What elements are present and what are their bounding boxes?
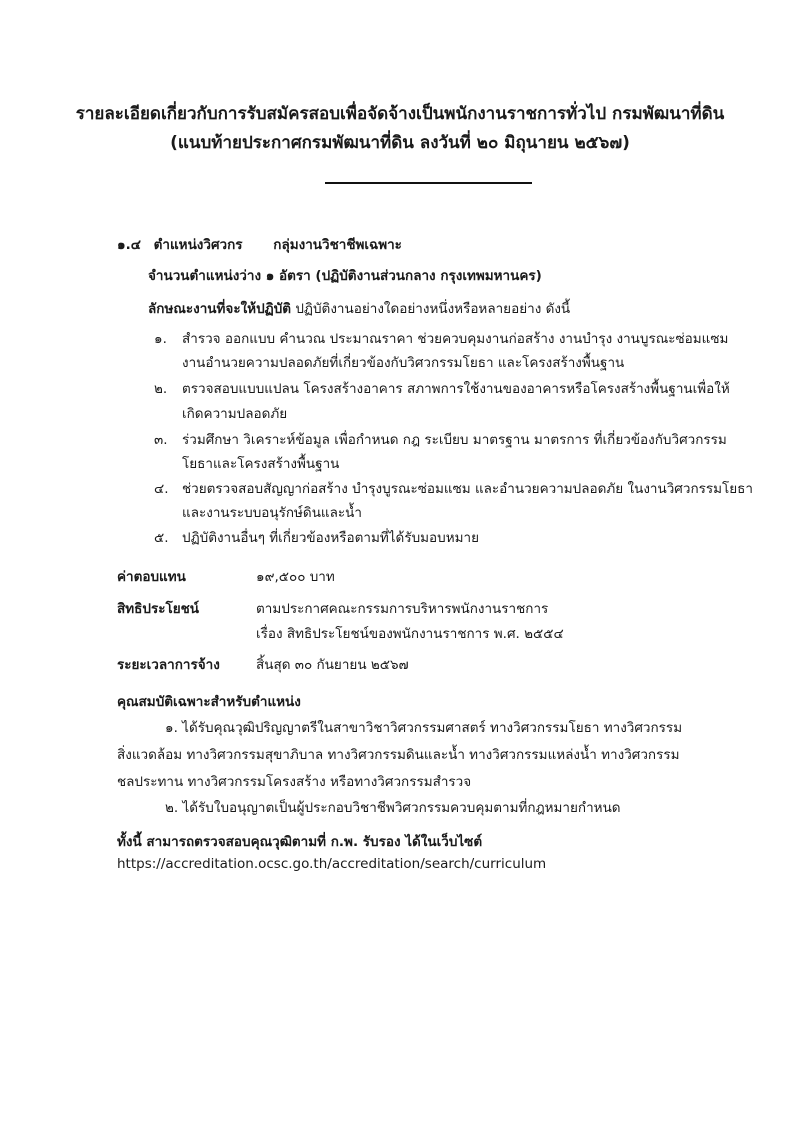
duties-intro: ปฏิบัติงานอย่างใดอย่างหนึ่งหรือหลายอย่าง ดังนี้ [295,301,571,317]
qualification-1-line3: ชลประทาน ทางวิศวกรรมโครงสร้าง หรือทางวิศวกรรมสำรวจ [117,774,472,790]
duty-item-2-line1: ๒. ตรวจสอบแบบแปลน โครงสร้างอาคาร สภาพการใช้งานของอาคารหรือโครงสร้างพื้นฐานเพื่อให้ [154,381,730,397]
accreditation-url[interactable]: https://accreditation.ocsc.go.th/accreditation/search/curriculum [117,856,547,872]
duty-item-1-line1: ๑. สำรวจ ออกแบบ คำนวณ ประมาณราคา ช่วยควบคุมงานก่อสร้าง งานบำรุง งานบูรณะซ่อมแซม [154,331,729,347]
duty-item-4-line2: และงานระบบอนุรักษ์ดินและน้ำ [182,505,362,521]
duties-heading: ลักษณะงานที่จะให้ปฏิบัติ [148,301,292,317]
qualification-1-line1: ๑. ได้รับคุณวุฒิปริญญาตรีในสาขาวิชาวิศวกรรมศาสตร์ ทางวิศวกรรมโยธา ทางวิศวกรรม [165,720,683,736]
document-title-line2: (แนบท้ายประกาศกรมพัฒนาที่ดิน ลงวันที่ ๒๐ มิถุนายน ๒๕๖๗) [170,133,630,153]
compensation-value: ๑๙,๕๐๐ บาท [256,569,335,585]
verification-note: ทั้งนี้ สามารถตรวจสอบคุณวุฒิตามที่ ก.พ. รับรอง ได้ในเว็บไซต์ [117,834,483,850]
title-divider [325,182,532,184]
benefits-label: สิทธิประโยชน์ [117,601,200,617]
duty-item-3-line2: โยธาและโครงสร้างพื้นฐาน [182,456,340,472]
benefits-line1: ตามประกาศคณะกรรมการบริหารพนักงานราชการ [256,601,549,617]
duties-intro-line [148,297,570,319]
position-vacancy: จำนวนตำแหน่งว่าง ๑ อัตรา (ปฏิบัติงานส่วนกลาง กรุงเทพมหานคร) [148,268,542,284]
duty-item-2-line2: เกิดความปลอดภัย [182,406,288,422]
position-heading [117,233,402,255]
position-title: ตำแหน่งวิศวกร [153,237,243,253]
compensation-label: ค่าตอบแทน [117,569,186,585]
qualifications-heading: คุณสมบัติเฉพาะสำหรับตำแหน่ง [117,694,301,710]
duty-item-4-line1: ๔. ช่วยตรวจสอบสัญญาก่อสร้าง บำรุงบูรณะซ่อมแซม และอำนวยความปลอดภัย ในงานวิศวกรรมโยธา [154,481,754,497]
duty-item-5-line1: ๕. ปฏิบัติงานอื่นๆ ที่เกี่ยวข้องหรือตามที่ได้รับมอบหมาย [154,530,479,546]
qualification-2: ๒. ได้รับใบอนุญาตเป็นผู้ประกอบวิชาชีพวิศวกรรมควบคุมตามที่กฎหมายกำหนด [165,800,621,816]
position-group: กลุ่มงานวิชาชีพเฉพาะ [273,237,402,253]
document-title-line1: รายละเอียดเกี่ยวกับการรับสมัครสอบเพื่อจัดจ้างเป็นพนักงานราชการทั่วไป กรมพัฒนาที่ดิน [75,104,725,124]
qualification-1-line2: สิ่งแวดล้อม ทางวิศวกรรมสุขาภิบาล ทางวิศวกรรมดินและน้ำ ทางวิศวกรรมแหล่งน้ำ ทางวิศวกรรม [117,747,680,763]
duty-item-3-line1: ๓. ร่วมศึกษา วิเคราะห์ข้อมูล เพื่อกำหนด กฎ ระเบียบ มาตรฐาน มาตรการ ที่เกี่ยวข้องกับวิศวกรรม [154,432,727,448]
employment-period-label: ระยะเวลาการจ้าง [117,657,220,673]
duty-item-1-line2: งานอำนวยความปลอดภัยที่เกี่ยวข้องกับวิศวกรรมโยธา และโครงสร้างพื้นฐาน [182,355,625,371]
position-number: ๑.๔ [117,237,141,253]
employment-period-value: สิ้นสุด ๓๐ กันยายน ๒๕๖๗ [256,657,409,673]
benefits-line2: เรื่อง สิทธิประโยชน์ของพนักงานราชการ พ.ศ. ๒๕๕๔ [256,626,564,642]
